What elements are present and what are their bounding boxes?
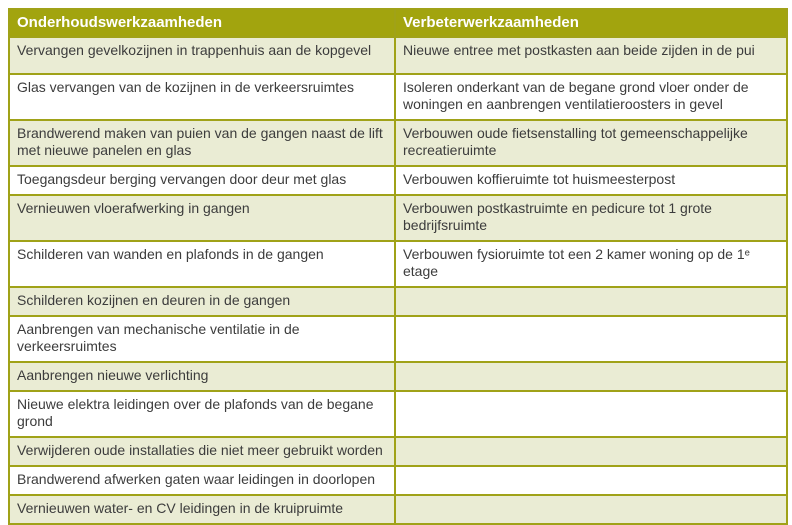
cell-onderhoud: Vernieuwen vloerafwerking in gangen: [9, 195, 395, 241]
cell-onderhoud: Nieuwe elektra leidingen over de plafonds van de begane grond: [9, 391, 395, 437]
table-row: [9, 241, 787, 287]
column-header-verbeterwerkzaamheden: Verbeterwerkzaamheden: [395, 9, 787, 37]
table-row: [9, 495, 787, 524]
cell-verbeter: [395, 466, 787, 495]
table-row: [9, 437, 787, 466]
table-row: [9, 195, 787, 241]
table-row: [9, 287, 787, 316]
cell-onderhoud: Aanbrengen van mechanische ventilatie in de verkeersruimtes: [9, 316, 395, 362]
cell-onderhoud: Vernieuwen water- en CV leidingen in de kruipruimte: [9, 495, 395, 524]
table-header-row: [9, 9, 787, 37]
cell-verbeter: Verbouwen fysioruimte tot een 2 kamer woning op de 1ᵉ etage: [395, 241, 787, 287]
table-row: [9, 466, 787, 495]
cell-verbeter: Isoleren onderkant van de begane grond vloer onder de woningen en aanbrengen ventilatieroosters in gevel: [395, 74, 787, 120]
cell-verbeter: [395, 362, 787, 391]
cell-onderhoud: Schilderen van wanden en plafonds in de gangen: [9, 241, 395, 287]
table-row: [9, 362, 787, 391]
cell-verbeter: [395, 287, 787, 316]
cell-verbeter: Verbouwen koffieruimte tot huismeesterpost: [395, 166, 787, 195]
cell-onderhoud: Schilderen kozijnen en deuren in de gangen: [9, 287, 395, 316]
cell-onderhoud: Glas vervangen van de kozijnen in de verkeersruimtes: [9, 74, 395, 120]
table-row: [9, 74, 787, 120]
cell-verbeter: [395, 495, 787, 524]
cell-onderhoud: Brandwerend afwerken gaten waar leidingen in doorlopen: [9, 466, 395, 495]
table-row: [9, 166, 787, 195]
cell-onderhoud: Aanbrengen nieuwe verlichting: [9, 362, 395, 391]
cell-verbeter: Nieuwe entree met postkasten aan beide zijden in de pui: [395, 37, 787, 74]
table-row: [9, 37, 787, 74]
cell-onderhoud: Verwijderen oude installaties die niet meer gebruikt worden: [9, 437, 395, 466]
table-row: [9, 316, 787, 362]
cell-verbeter: Verbouwen oude fietsenstalling tot gemeenschappelijke recreatieruimte: [395, 120, 787, 166]
cell-onderhoud: Vervangen gevelkozijnen in trappenhuis aan de kopgevel: [9, 37, 395, 74]
cell-onderhoud: Brandwerend maken van puien van de gangen naast de lift met nieuwe panelen en glas: [9, 120, 395, 166]
table-row: [9, 391, 787, 437]
cell-onderhoud: Toegangsdeur berging vervangen door deur met glas: [9, 166, 395, 195]
cell-verbeter: [395, 316, 787, 362]
column-header-onderhoudswerkzaamheden: Onderhoudswerkzaamheden: [9, 9, 395, 37]
table-row: [9, 120, 787, 166]
cell-verbeter: [395, 437, 787, 466]
cell-verbeter: [395, 391, 787, 437]
cell-verbeter: Verbouwen postkastruimte en pedicure tot 1 grote bedrijfsruimte: [395, 195, 787, 241]
werkzaamheden-table: [8, 8, 788, 525]
